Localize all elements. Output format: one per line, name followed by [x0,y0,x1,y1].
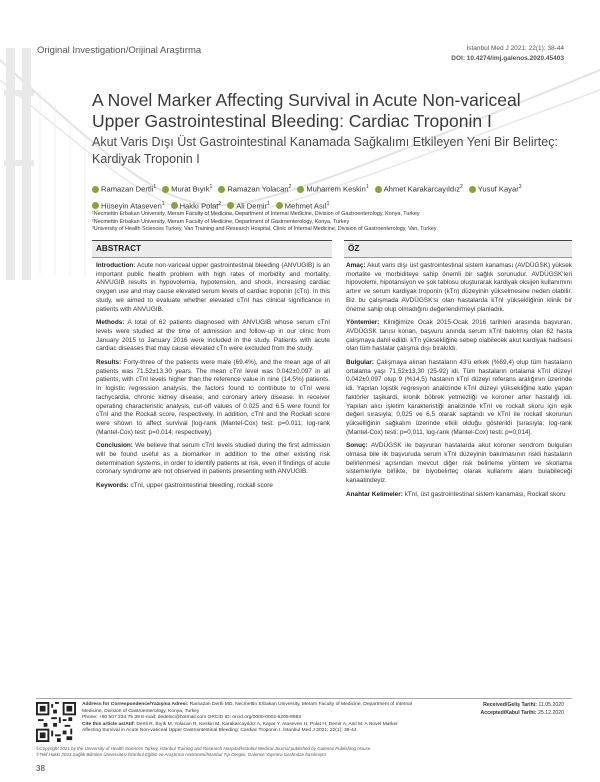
orcid-icon[interactable] [375,186,382,193]
correspondence-contact: Phone: +90 507 234 75 39 E-mail: dedeloc@hotmail.com ORCID ID: orcid.org/0000-0002-6205-8983 [82,715,302,721]
author-affiliation-number: 1 [326,200,330,207]
page-number: 38 [36,764,45,773]
oz-bulgular: Bulgular: Çalışmaya alınan hastaların 43'ü erkek (%69,4) olup tüm hastaların ortalama yaşı 71,52±13,30 (25-92) idi. Tüm hastaların ortalama kTnI düzeyi 0,042±0,097 olup 9 (%14,5) hastanın kTnI düzeyi referans aralığının üzerinde idi. Yapılan lojistik regresyon analizinde kTnI düzeyi yüksekliğine katkı yapan faktörler taşikardi, kronik böbrek yetmezliği ve koroner arter hastalığı idi. Yapılan alıcı işletim karakteristiği analizinde kTnI ve rockall skoru için eşik değeri sırasıyla; 0,025 ve 6,5 olarak saptandı ve kTnI ile rockall skorunun yükselliğinin sağkalım üzerinde etkili olduğu gösterildi [sırasıyla; log-rank (Mantel-Cox) testi: p=0,011, log-rank (Mantel-Cox) testi: p=0,014]. [346,359,572,436]
orcid-icon[interactable] [171,202,178,209]
orcid-icon[interactable] [227,202,234,209]
received-accepted-dates [480,702,564,717]
author-name: Hakkı Polat [179,201,219,211]
author-name: Ramazan Yolacan [227,184,289,194]
journal-issue: İstanbul Med J 2021; 22(1): 38-44 [466,45,564,52]
author-affiliation-number: 2 [460,184,463,190]
journal-citation-header [451,44,564,64]
orcid-icon[interactable] [92,186,99,193]
orcid-icon[interactable] [276,202,283,209]
author-affiliation-number: 2 [288,184,292,190]
author-name: Yusuf Kayar [477,184,519,194]
author-item [218,180,291,197]
abstract-introduction: Introduction: Acute non-variceal upper gastrointestinal bleeding (ANVUGIB) is an important public health problem with high rates of morbidity and mortality. ANVUGIB results in hypovolemia, hypotension, and shock, increasing cardiac oxygen use and may cause elevated serum levels of cardiac troponin (cTn). In this study, we aimed to evaluate whether elevated cTnI has clinical significance in patients with ANVUGIB. [96,262,330,313]
orcid-icon[interactable] [92,202,99,209]
author-affiliation-number: 1 [365,184,369,190]
oz-yontemler: Yöntemler: Kliniğimize Ocak 2015-Ocak 2016 tarihleri arasında başvuran, AVDÜGSK tanısı konan, başvuru anında serum kTnI bakılmış olan 62 hasta çalışmaya dahil edildi. kTn yüksekliğine sebep olabilecek akut kardiyak hadisesi olan tüm hastalar çalışma dışı bırakıldı. [346,319,572,353]
orcid-icon[interactable] [162,186,169,193]
author-item [297,180,368,197]
orcid-icon[interactable] [218,186,225,193]
oz-heading: ÖZ [344,240,572,258]
correspondence-address: Address for Correspondence/Yazışma Adresi: Ramazan Dertli MD, Necmettin Erbakan University, Meram Faculty of Medicine, Department of Internal Medicine, Division of Gastroenterology, Konya, Turkey [82,702,412,714]
author-item [375,180,463,197]
affiliations [92,211,572,234]
author-affiliation-number: 1 [209,184,213,190]
author-name: Hüseyin Ataseven [101,201,162,211]
author-name: Ali Demir [236,201,268,211]
author-affiliation-number: 2 [218,200,222,207]
copyright-english: ©Copyright 2021 by the University of Health Sciences Turkey, İstanbul Training and Research Hospital/İstanbul Medical Journal published by Galenos Publishing House. [36,746,372,751]
copyright-turkish: ©Telif Hakkı 2021 Sağlık Bilimleri Üniversitesi İstanbul Eğitim ve Araştırma Hastanesi/İstanbul Tıp Dergisi, Galenos Yayınevi tarafından basılmıştır. [36,752,328,757]
author-affiliation-number: 1 [161,200,165,207]
author-affiliation-number: 1 [153,184,157,190]
author-name: Murat Bıyık [171,184,210,194]
oz-anahtar-kelimeler: Anahtar Kelimeler: kTnI, üst gastrointestinal sistem kanaması, Rockall skoru [346,490,566,498]
abstract-heading: ABSTRACT [92,240,332,258]
author-item [469,180,522,197]
oz-sonuc: Sonuç: AVDÜGSK ile başvuran hastalarda akut koroner sendrom bulguları olmasa bile ilk başvuruda serum kTnI düzeyinin bakılmasının riskli hastaların belirlenmesi açısından mevcut diğer risk belirleme yöntem ve skorlama sistemleriyle birlikte, bir biyobelirteç olarak kullanımı alanı bulabileceği kanaatindeyiz. [346,442,572,485]
footer-divider [36,698,572,699]
abstract-conclusion: Conclusion: We believe that serum cTnI levels studied during the first admission will be found useful as a biomarker in addition to the other existing risk determination systems, in order to identify patients at risk, even if findings of acute coronary syndrome are not observed in patients presenting with ANVUGIB. [96,442,330,476]
author-affiliation-number: 1 [267,200,270,207]
author-affiliation-number: 3 [518,184,522,190]
accepted-date: Accepted/Kabul Tarihi: 25.12.2020 [480,709,564,716]
orcid-icon[interactable] [469,186,476,193]
affiliation-3: ³University of Health Sciences Turkey, Van Training and Research Hospital, Clinic of Internal Medicine, Division of Gastroenterology, Van, Turkey [92,226,437,233]
abstract-methods: Methods: A total of 62 patients diagnosed with ANVUGIB whose serum cTnI levels were studied at the time of admission and follow-up in our clinic from January 2015 to January 2016 were included in the study. Patients with acute cardiac diseases that may cause elevated cTn were excluded from the study. [96,319,330,353]
author-name: Ahmet Karakarcayıldız [383,184,460,194]
author-name: Mehmet Asıl [284,201,327,211]
abstract-results: Results: Forty-three of the patients were male (69.4%), and the mean age of all patients was 71.52±13.30 years. The mean cTnI level was 0.042±0.097 in all patients, with cTnI levels higher than the reference value in nine (14.5%) patients. In logistic regression analysis, the factors found to contribute to cTnI were tachycardia, chronic kidney disease, and coronary artery disease. In receiver operating characteristic analysis, cut-off values of 0.025 and 6.5 were found for cTnI and the Rockall score, respectively. In addition, cTnI and the Rockall score were shown to affect survival [log-rank (Mantel-Cox) test: p=0.011; log-rank (Mantel-Cox) test: p=0.014; respectively]. [96,359,330,436]
article-section-label: Original Investigation/Orijinal Araştırma [37,45,202,56]
affiliation-1: ¹Necmettin Erbakan University, Meram Faculty of Medicine, Department of Internal Medicine, Division of Gastroenterology, Konya, Turkey [92,211,420,217]
doi-link[interactable]: DOI: 10.4274/imj.galenos.2020.45403 [451,55,564,62]
author-name: Ramazan Dertli [101,184,154,194]
correspondence-block [82,702,412,735]
received-date: Received/Geliş Tarihi: 11.05.2020 [483,702,564,708]
affiliation-2: ²Necmettin Erbakan University, Meram Faculty of Medicine, Department of Gastroenterology, Konya, Turkey [92,218,350,225]
article-title: A Novel Marker Affecting Survival in Acute Non-variceal Upper Gastrointestinal Bleeding: Cardiac Troponin I [92,90,521,131]
abstract-body [96,262,330,496]
orcid-icon[interactable] [297,186,304,193]
oz-amac: Amaç: Akut varis dışı üst gastrointestinal sistem kanaması (AVDÜGSK) yüksek mortalite ve morbiditeye sahip önemli bir sağlık sorunudur. AVDÜGSK'leri hipovolemi, hipotansiyon ve şok tablosu oluşturarak kardiyak oksijen kullanımını artırır ve serum kardiyak troponin (kTn) düzeyinin yükselmesine neden olabilir. Biz bu çalışmada AVDÜGSK'sı olan hastalarda kTnI yüksekliğinin klinik bir öneme sahip olup olmadığını değerlendirmeyi planladık. [346,262,572,313]
oz-body [346,262,572,505]
author-list [92,180,572,213]
copyright-notice [36,746,572,758]
cite-this-article: Cite this article as/Atıf: Dertli R, Bıyık M, Yolacan R, Keskin M, Karakarcayıldız A, Kayar Y, Ataseven H, Polat H, Demir A, Asıl M. A Novel Marker Affecting Survival in Acute Non-variceal Upper Gastrointestinal Bleeding: Cardiac Troponin I. İstanbul Med J 2021; 22(1): 38-44. [82,721,398,734]
qr-code-icon[interactable] [36,702,76,742]
article-title-turkish: Akut Varis Dışı Üst Gastrointestinal Kanamada Sağkalımı Etkileyen Yeni Bir Belirteç: Kardiyak Troponin I [92,135,558,166]
author-item [92,180,156,197]
author-name: Muharrem Keskin [306,184,366,194]
abstract-keywords: Keywords: cTnI, upper gastrointestinal bleeding, rockall score [96,482,273,490]
author-item [162,180,212,197]
